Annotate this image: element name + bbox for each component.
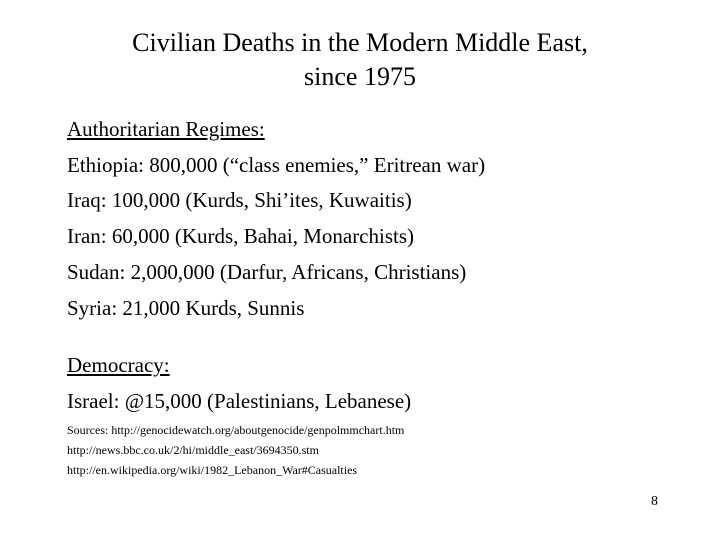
slide-title-line-1: Civilian Deaths in the Modern Middle East, — [132, 28, 588, 57]
entry-israel: Israel: @15,000 (Palestinians, Lebanese) — [67, 388, 412, 413]
entry-iraq: Iraq: 100,000 (Kurds, Shi’ites, Kuwaitis) — [67, 188, 412, 213]
sources-list — [67, 420, 404, 480]
democracy-heading: Democracy: — [67, 353, 170, 378]
source-line: http://en.wikipedia.org/wiki/1982_Lebanon_War#Casualties — [67, 463, 358, 477]
section-spacer — [67, 326, 485, 348]
authoritarian-heading: Authoritarian Regimes: — [67, 117, 265, 141]
source-line: Sources: http://genocidewatch.org/aboutgenocide/genpolmmchart.htm — [67, 423, 405, 437]
source-line: http://news.bbc.co.uk/2/hi/middle_east/3694350.stm — [67, 443, 319, 457]
entry-syria: Syria: 21,000 Kurds, Sunnis — [67, 295, 305, 320]
slide-body — [67, 112, 485, 420]
slide-title-line-2: since 1975 — [304, 62, 416, 91]
entry-ethiopia: Ethiopia: 800,000 (“class enemies,” Eritrean war) — [67, 152, 486, 177]
slide-title — [0, 26, 720, 94]
entry-sudan: Sudan: 2,000,000 (Darfur, Africans, Christians) — [67, 259, 467, 284]
page-number: 8 — [651, 494, 658, 509]
entry-iran: Iran: 60,000 (Kurds, Bahai, Monarchists) — [67, 224, 415, 249]
